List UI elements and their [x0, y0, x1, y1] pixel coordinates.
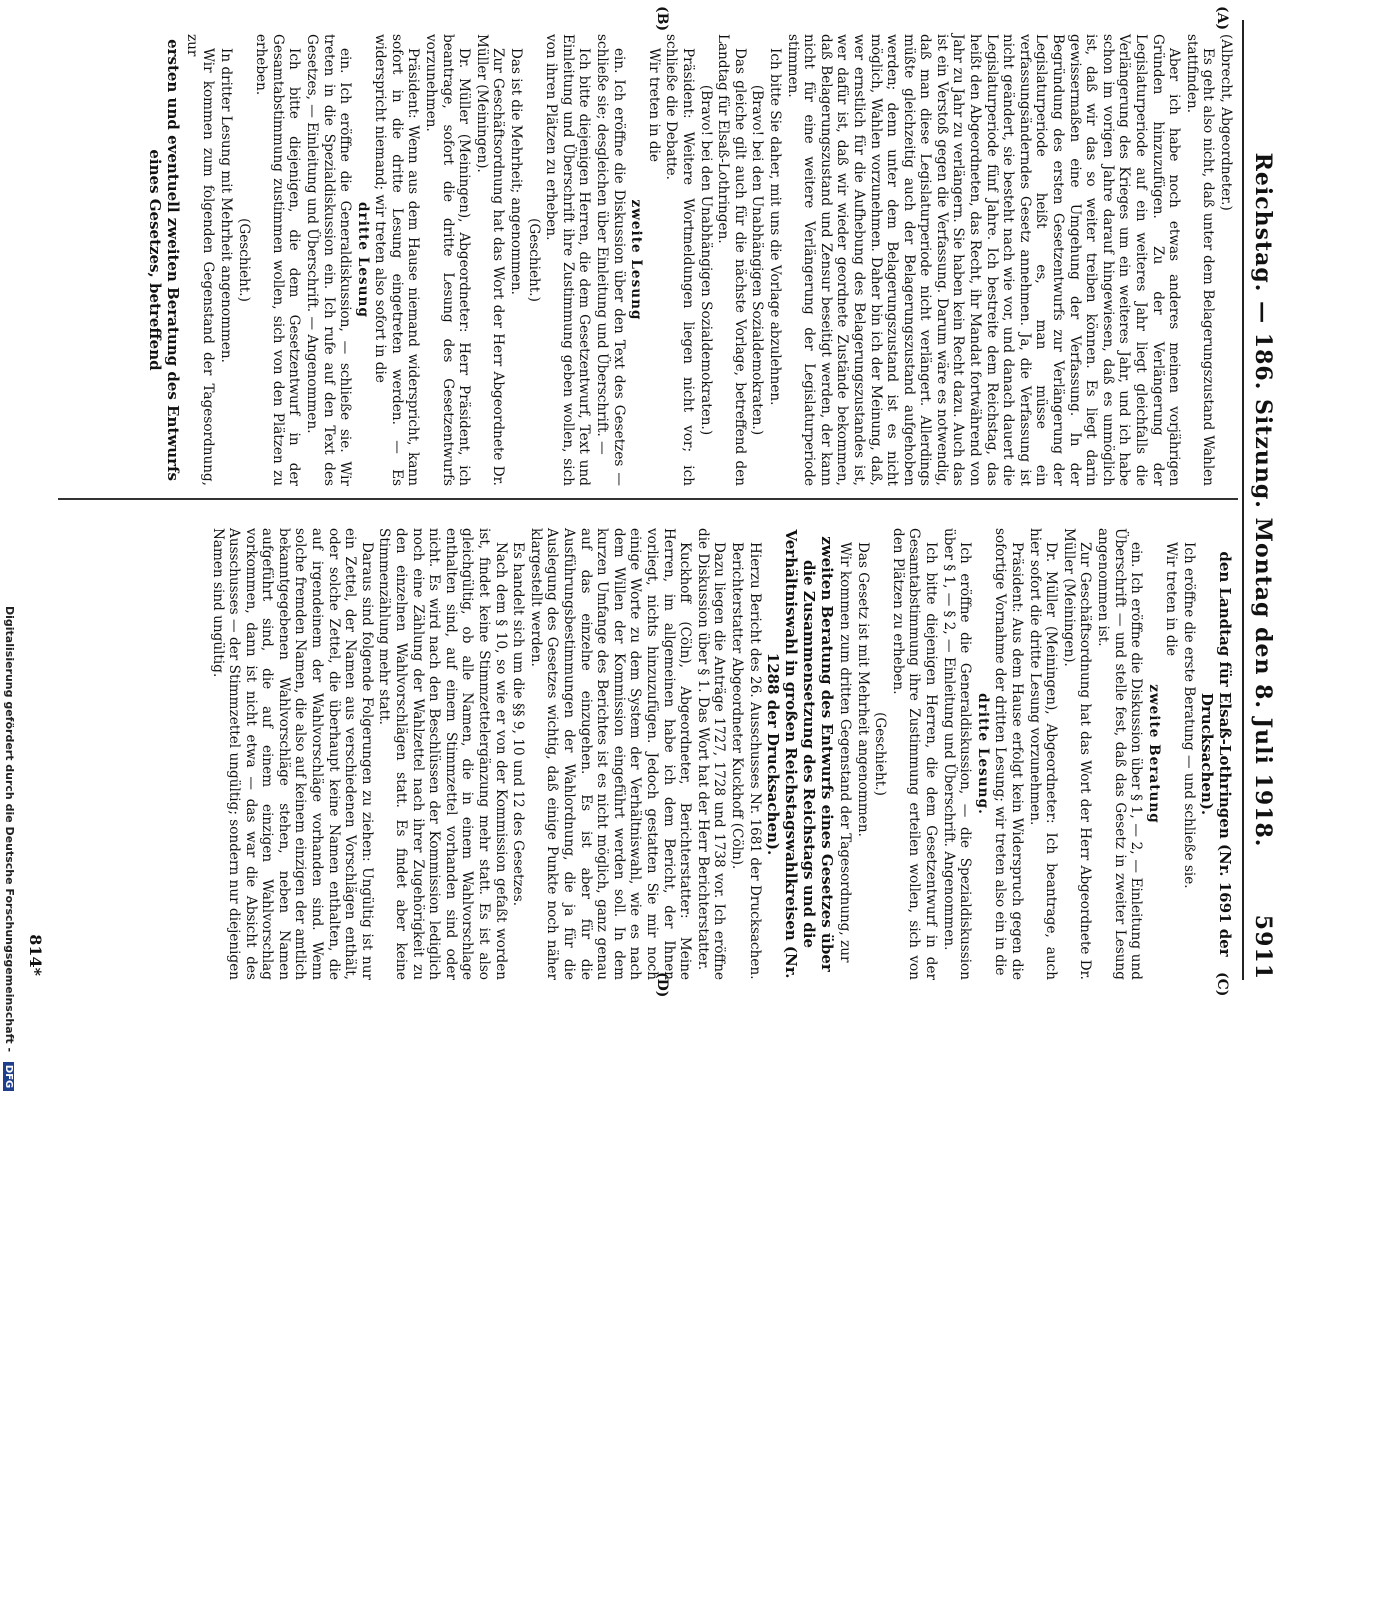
signature-mark: 814*	[26, 934, 45, 976]
left-column-paragraph: In dritter Lesung mit Mehrheit angenommen.	[217, 48, 234, 363]
left-column-paragraph: (Geschieht.)	[235, 218, 252, 302]
left-column-paragraph: ein. Ich eröffne die Generaldiskussion, — schließe sie. Wir treten in die Spezialdiskussion ein. Ich rufe auf den Text des Gesetzes, — Einleitung und Überschrift. — Angenommen.	[303, 34, 354, 486]
left-column-paragraph: (Albrecht, Abgeordneter.)	[1218, 34, 1234, 211]
left-column-paragraph: Ich bitte Sie daher, mit uns die Vorlage abzulehnen.	[766, 48, 783, 406]
left-column-paragraph: dritte Lesung	[354, 202, 371, 318]
left-column-paragraph: (Bravo! bei den Unabhängigen Sozialdemokraten.)	[749, 84, 766, 436]
left-column-paragraph: Wir kommen zum folgenden Gegenstand der Tagesordnung, zur	[183, 34, 217, 486]
margin-mark-d: (D)	[654, 972, 670, 998]
left-column-paragraph: Das gleiche gilt auch für die nächste Vorlage, betreffend den Landtag für Elsaß-Lothringen.	[715, 34, 748, 486]
right-column-paragraph: zweite Beratung	[1145, 684, 1162, 824]
left-column-paragraph: Dr. Müller (Meiningen), Abgeordneter: Herr Präsident, ich beantrage, sofort die dritte Lesung des Gesetzentwurfs vorzunehmen.	[423, 34, 473, 486]
right-column-paragraph: Es handelt sich um die §§ 9, 10 und 12 des Gesetzes.	[510, 542, 527, 907]
right-column-paragraph: Nach dem § 10, so wie er von der Kommission gefaßt worden ist, findet keine Stimmzettelergänzung mehr statt. Es ist also gleichgültig, ob alle Namen, die in einem Wahlvorschlage enthalten sind, auf einem Stimmzettel vorhanden sind oder nicht. Es wird nach den Beschlüssen der Kommission lediglich noch eine Zählung der Wahlzettel nach ihrer Zugehörigkeit zu den einzelnen Wahlvorschlägen statt. Es findet aber keine Stimmenzählung mehr statt.	[376, 528, 509, 980]
right-column-paragraph: Zur Geschäftsordnung hat das Wort der Herr Abgeordnete Dr. Müller (Meiningen).	[1060, 528, 1094, 980]
left-column	[145, 34, 1234, 486]
right-column-paragraph: Ich eröffne die erste Beratung — und schließe sie.	[1181, 542, 1197, 889]
left-column-paragraph: Ich bitte diejenigen, die dem Gesetzentwurf in der Gesamtabstimmung zustimmen wollen, sich von den Plätzen zu erheben.	[253, 34, 303, 486]
running-header	[1242, 20, 1280, 980]
left-column-paragraph: Aber ich habe noch etwas anderes meinen vorjährigen Gründen hinzuzufügen. Zu der Verlängerung der Legislaturperiode auf ein weiteres Jahr liegt gleichfalls die Verlängerung des Krieges um ein weiteres Jahr, und ich habe schon im vorigen Jahre darauf hingewiesen, daß es unmöglich ist, daß wir das so weiter treiben können. Es liegt darin gewissermaßen eine Umgehung der Verfassung. In der Begründung des ersten Gesetzentwurfs zur Verlängerung der Legislaturperiode heißt es, man müsse ein verfassungsänderndes Gesetz annehmen. Ja, die Verfassung ist nicht geändert, sie besteht nach wie vor, und danach dauert die Legislaturperiode fünf Jahre. Ich bestreite dem Reichstag, das heißt den Abgeordneten, das Recht, ihr Mandat fortwährend von Jahr zu Jahr zu verlängern. Sie haben kein Recht dazu. Auch das ist ein Verstoß gegen die Verfassung. Darum wäre es notwendig, daß man diese Legislaturperiode nicht verlängert. Allerdings müßte gleichzeitig auch der Belagerungszustand aufgehoben werden; denn unter dem Belagerungszustand ist es nicht möglich, Wahlen vorzunehmen. Daher bin ich der Meinung, daß, wer ernstlich für die Aufhebung des Belagerungszustandes ist, wer dafür ist, daß wir wieder geordnete Zustände bekommen, daß Belagerungszustand und Zensur beseitigt werden, der kann nicht für eine weitere Verlängerung der Legislaturperiode stimmen.	[784, 34, 1183, 486]
dfg-logo: DFG	[3, 1062, 14, 1091]
left-column-paragraph: ein. Ich eröffne die Diskussion über den Text des Gesetzes — schließe sie; desgleichen über Einleitung und Überschrift. —	[594, 34, 627, 486]
right-column-paragraph: Präsident: Aus dem Hause erfolgt kein Widerspruch gegen die sofortige Vornahme der dritten Lesung; wir treten also ein in die	[992, 528, 1026, 980]
right-column-paragraph: Wir treten in die	[1163, 542, 1180, 657]
header-title: Reichstag. — 186. Sitzung. Montag den 8. Juli 1918.	[1250, 152, 1276, 848]
right-column-paragraph: Hierzu Bericht des 26. Ausschusses Nr. 1681 der Drucksachen.	[746, 542, 763, 980]
right-column-paragraph: Ich eröffne die Generaldiskussion, — die Spezialdiskussion über § 1, — § 2, — Einleitung und Überschrift. Angenommen.	[940, 528, 974, 980]
left-column-paragraph: Das ist die Mehrheit; angenommen.	[508, 48, 525, 295]
left-column-paragraph: Präsident: Weitere Wortmeldungen liegen nicht vor; ich schließe die Debatte.	[663, 34, 696, 486]
side-credit	[0, 606, 16, 1606]
left-column-paragraph: Wir treten in die	[645, 48, 662, 163]
right-column-paragraph: den Landtag für Elsaß-Lothringen (Nr. 1691 der Drucksachen).	[1198, 551, 1234, 957]
left-column-paragraph: Zur Geschäftsordnung hat das Wort der Herr Abgeordnete Dr. Müller (Meiningen).	[473, 34, 507, 486]
right-column-paragraph: ein. Ich eröffne die Diskussion über § 1, — 2, — Einleitung und Überschrift — und stelle fest, daß das Gesetz in zweiter Lesung angenommen ist.	[1095, 528, 1145, 980]
right-column-paragraph: zweiten Beratung des Entwurfs eines Gesetzes über die Zusammensetzung des Reichstags und die Verhältniswahl in großen Reichstagswahlkreisen (Nr. 1288 der Drucksachen).	[763, 529, 836, 979]
right-column	[208, 528, 1234, 980]
left-column-paragraph: ersten und eventuell zweiten Beratung des Entwurfs eines Gesetzes, betreffend	[146, 39, 183, 481]
margin-mark-a: (A)	[1214, 6, 1230, 31]
right-column-paragraph: Kuckhoff (Cöln), Abgeordneter, Berichterstatter: Meine Herren, im allgemeinen habe ich dem Bericht, der Ihnen vorliegt, nichts hinzuzufügen. Jedoch gestatten Sie mir noch einige Worte zu dem System der Verhältniswahl, wie es nach dem Willen der Kommission eingeführt werden soll. In dem kurzen Umfange des Berichtes ist es nicht möglich, ganz genau auf das einzelne einzugehen. Es ist aber für die Ausführungsbestimmungen der Wahlordnung, die ja für die Auslegung des Gesetzes wichtig, daß einige Punkte noch näher klargestellt werden.	[527, 528, 694, 980]
right-column-paragraph: Wir kommen zum dritten Gegenstand der Tagesordnung, zur	[837, 542, 854, 963]
left-column-paragraph: Es geht also nicht, daß unter dem Belagerungszustand Wahlen stattfinden.	[1183, 34, 1217, 486]
margin-mark-b: (B)	[654, 6, 670, 32]
left-column-paragraph: Präsident: Wenn aus dem Hause niemand widerspricht, kann sofort in die dritte Lesung eingetreten werden. — Es widerspricht niemand; wir treten also sofort in die	[372, 34, 422, 486]
column-divider	[58, 498, 1238, 500]
right-column-paragraph: Dazu liegen die Anträge 1727, 1728 und 1738 vor. Ich eröffne die Diskussion über § 1. Das Wort hat der Herr Berichterstatter.	[694, 528, 728, 980]
margin-mark-c: (C)	[1214, 972, 1230, 997]
right-column-paragraph: dritte Lesung.	[974, 693, 991, 815]
left-column-paragraph: (Geschieht.)	[525, 218, 542, 302]
left-column-paragraph: (Bravo! bei den Unabhängigen Sozialdemokraten.)	[697, 84, 714, 436]
side-credit-text: Digitalisierung gefördert durch die Deutsche Forschungsgemeinschaft -	[3, 606, 16, 1053]
left-column-paragraph: zweite Lesung	[628, 199, 645, 321]
left-column-paragraph: Ich bitte diejenigen Herren, die dem Gesetzentwurf, Text und Einleitung und Überschrift ihre Zustimmung geben wollen, sich von ihren Plätzen zu erheben.	[543, 34, 593, 486]
right-column-paragraph: Ich bitte diejenigen Herren, die dem Gesetzentwurf in der Gesamtabstimmung ihre Zustimmung erteilen wollen, sich von den Plätzen zu erheben.	[889, 528, 940, 980]
right-column-paragraph: Das Gesetz ist mit Mehrheit angenommen.	[854, 542, 871, 837]
page-number: 5911	[1250, 914, 1276, 980]
right-column-paragraph: Berichterstatter Abgeordneter Kuckhoff (Cöln).	[728, 542, 745, 870]
right-column-paragraph: Daraus sind folgende Folgerungen zu ziehen: Ungültig ist nur ein Zettel, der Namen aus verschiedenen Vorschlägen enthält, oder solche Zettel, die überhaupt keine Namen enthalten, die auf irgendeinem der Wahlvorschläge vorhanden sind. Wenn solche fremden Namen, die also auf keinem einzigen der amtlich bekanntgegebenen Wahlvorschläge stehen, neben Namen aufgeführt sind, die auf einem einzigen Wahlvorschlag vorkommen, dann ist nicht etwa — das war die Absicht des Ausschusses — der Stimmzettel ungültig; sondern nur diejenigen Namen sind ungültig.	[209, 528, 375, 980]
right-column-paragraph: Dr. Müller (Meiningen), Abgeordneter: Ich beantrage, auch hier sofort die dritte Lesung vorzunehmen.	[1026, 528, 1060, 980]
right-column-paragraph: (Geschieht.)	[872, 712, 889, 796]
